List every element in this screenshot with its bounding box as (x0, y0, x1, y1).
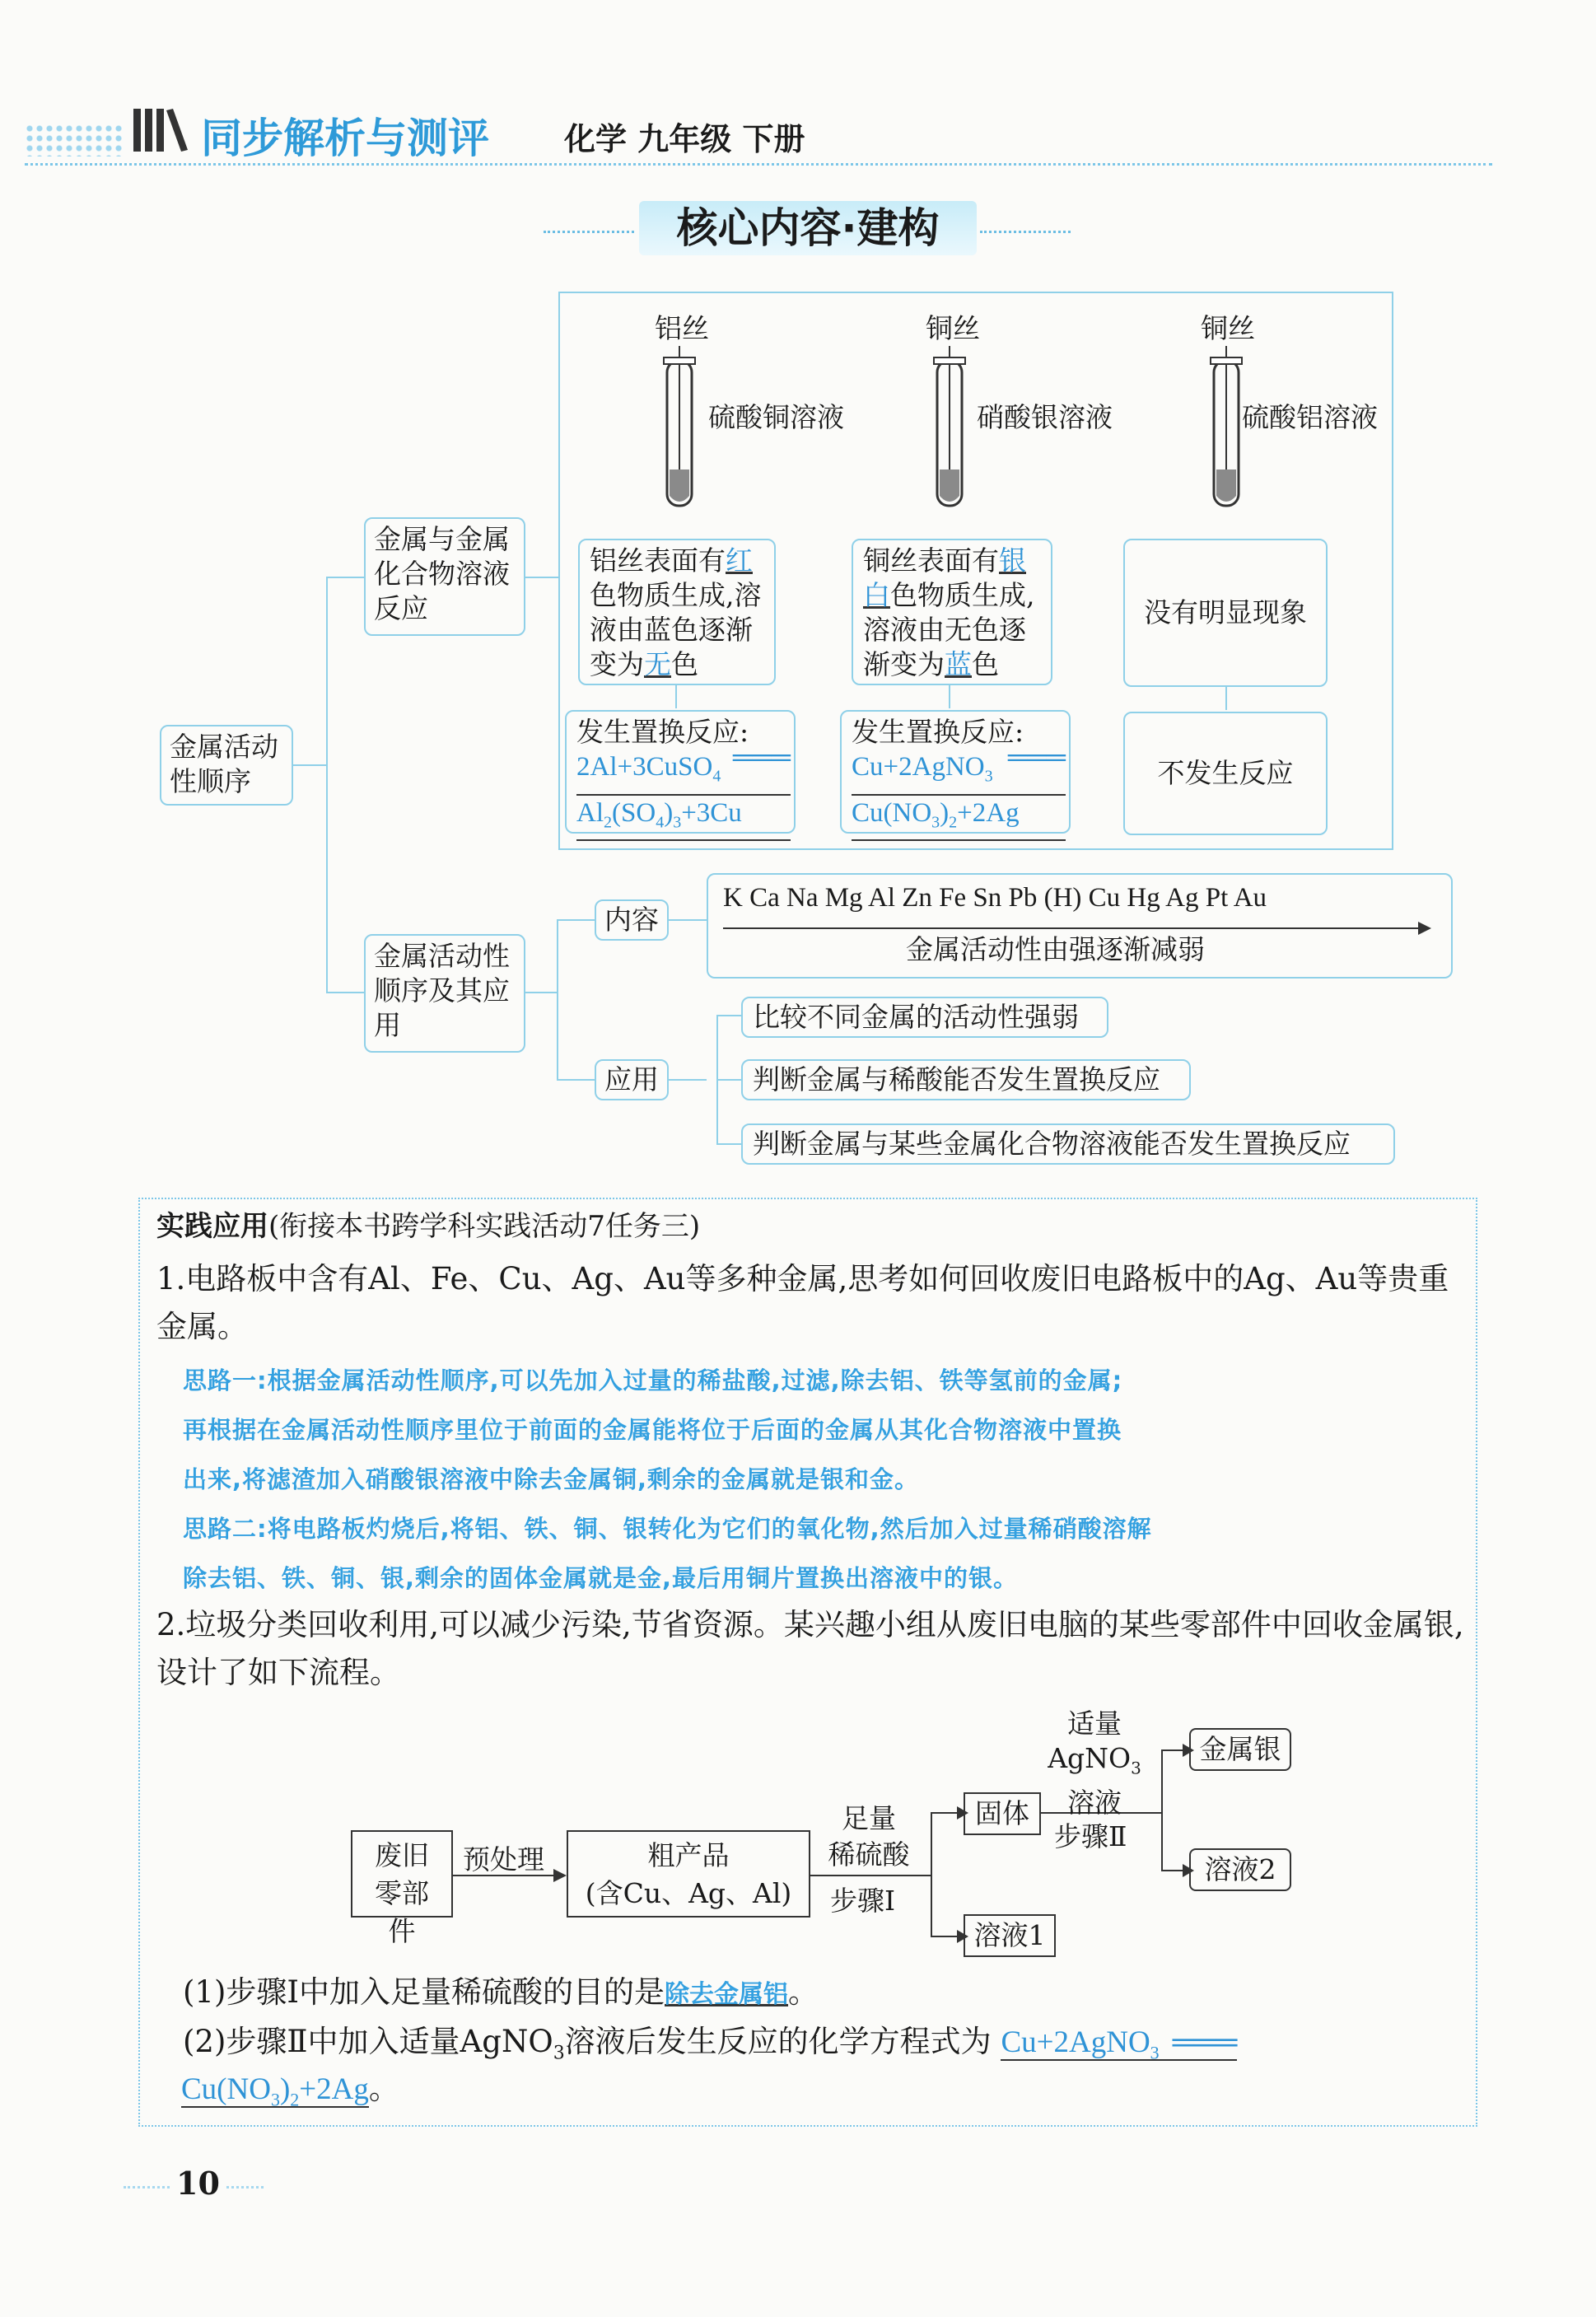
connector (525, 992, 558, 993)
flow-solution1: 溶液1 (964, 1914, 1056, 1957)
exp2-answer-color: 银白 (863, 544, 1026, 611)
application-item: 比较不同金属的活动性强弱 (741, 997, 1108, 1038)
flow-pre: 预处理 (463, 1843, 544, 1876)
connector (326, 577, 364, 578)
connector (716, 1015, 741, 1016)
connector (716, 1079, 741, 1081)
content-label-box: 内容 (595, 899, 669, 941)
flow-arrow (810, 1875, 931, 1876)
header-divider (25, 163, 1492, 166)
flow-crude: 粗产品 (含Cu、Ag、Al) (567, 1830, 810, 1918)
q2-part2-answer-line1: Cu+2AgNO$_3$ ═══ (1001, 2025, 1238, 2063)
exp1-phenomenon: 铝丝表面有红色物质生成,溶液由蓝色逐渐变为无色 (578, 539, 776, 685)
connector (293, 764, 326, 766)
root-label: 金属活动性顺序 (170, 731, 278, 797)
flow-step1: 步骤Ⅰ (830, 1885, 896, 1917)
exp3-solution: 硫酸铝溶液 (1242, 401, 1378, 433)
flow-silver: 金属银 (1189, 1728, 1291, 1771)
exp1-answer-color2: 无 (644, 648, 671, 680)
flow-split (931, 1812, 932, 1937)
connector (669, 1079, 707, 1081)
q2-part2: (2)步骤Ⅱ中加入适量AgNO$_3$溶液后发生反应的化学方程式为 Cu+2AgNO$_3$ ═══ (183, 2024, 1238, 2064)
connector (675, 685, 677, 708)
test-tube-icon (1206, 346, 1247, 519)
flow-arrow (931, 1936, 959, 1937)
q2-part1-answer: 除去金属铝 (665, 1980, 789, 2009)
exp2-metal: 铜丝 (926, 312, 980, 344)
exp2-phenomenon: 铜丝表面有银白色物质生成,溶液由无色逐渐变为蓝色 (852, 539, 1052, 685)
exp1-metal: 铝丝 (655, 312, 709, 344)
flow-acid: 足量 稀硫酸 (828, 1802, 910, 1871)
exp3-phenomenon: 没有明显现象 (1123, 539, 1328, 687)
test-tube-icon (659, 346, 700, 519)
page-number: 10 (171, 2165, 225, 2202)
connector (1225, 687, 1227, 710)
title-ornament-right (980, 231, 1071, 233)
flow-arrow-head (553, 1869, 567, 1882)
connector (525, 577, 558, 578)
practice-title: 实践应用 (156, 1210, 268, 1243)
section-title-text: 核心内容·建构 (676, 204, 940, 252)
exp3-result: 不发生反应 (1123, 712, 1328, 835)
q1-answer: 思路一:根据金属活动性顺序,可以先加入过量的稀盐酸,过滤,除去铝、铁等氢前的金属; 再根据在金属活动性顺序里位于前面的金属能将位于后面的金属从其化合物溶液中置换 出来,将滤渣加入硝酸银溶液中除去金属铜,剩余的金属就是银和金。 思路二:将电路板灼烧后,将铝、铁、铜、银转化为它们的氧化物,然后加入过量稀硝酸溶解 除去铝、铁、铜、银,剩余的固体金属就是金,最后用铜片置换出溶液中的银。 (183, 1366, 1152, 1592)
flow-silver-reagent: 适量 AgNO$_3$ 溶液 (1048, 1707, 1141, 1819)
exp1-answer-color: 红 (726, 544, 753, 577)
connector (716, 1143, 741, 1145)
test-tube-icon (929, 346, 970, 519)
application-label-box: 应用 (595, 1059, 669, 1100)
connector (557, 919, 595, 921)
flow-split (1161, 1749, 1163, 1871)
exp2-solution: 硝酸银溶液 (977, 401, 1113, 433)
exp1-solution: 硫酸铜溶液 (708, 401, 844, 433)
application-item: 判断金属与稀酸能否发生置换反应 (741, 1059, 1191, 1100)
connector (326, 992, 364, 993)
connector (557, 919, 558, 1081)
question-2: 2.垃圾分类回收利用,可以减少污染,节省资源。某兴趣小组从废旧电脑的某些零部件中回收金属银,设计了如下流程。 (156, 1607, 1464, 1690)
question-1: 1.电路板中含有Al、Fe、Cu、Ag、Au等多种金属,思考如何回收废旧电路板中的Ag、Au等贵重金属。 (156, 1261, 1449, 1344)
header-series: 同步解析与测评 (201, 114, 489, 162)
header-subject: 化学 九年级 下册 (564, 121, 805, 157)
exp2-answer-color2: 蓝 (945, 648, 972, 680)
q2-part2-answer-line2: $Cu(NO_3)_2+2Ag$。 (181, 2072, 399, 2110)
branch-reactions-label: 金属与金属化合物溶液反应 (374, 523, 510, 624)
branch-series-label: 金属活动性顺序及其应用 (374, 940, 510, 1041)
practice-title-note: (衔接本书跨学科实践活动7任务三) (268, 1210, 701, 1243)
exp2-equation: 发生置换反应: Cu+2AgNO$_3$ ═══ $Cu(NO_3)_2+2Ag$ (840, 710, 1071, 834)
connector (326, 577, 328, 993)
flow-solution2: 溶液2 (1189, 1848, 1291, 1891)
title-ornament-left (544, 231, 634, 233)
q2-part1: (1)步骤Ⅰ中加入足量稀硫酸的目的是除去金属铝。 (183, 1974, 819, 2010)
flow-step2: 步骤Ⅱ (1054, 1820, 1127, 1852)
books-icon (130, 104, 189, 156)
activity-note: 金属活动性由强逐渐减弱 (906, 933, 1205, 965)
activity-series-box (707, 873, 1453, 979)
connector (669, 919, 707, 921)
flow-start: 废旧零部件 (351, 1830, 453, 1918)
flow-solid: 固体 (964, 1792, 1041, 1835)
connector (949, 685, 950, 708)
practice-title-row (156, 1208, 700, 1245)
root-node (160, 725, 293, 806)
activity-series: K Ca Na Mg Al Zn Fe Sn Pb (H) Cu Hg Ag Pt Au (723, 883, 1267, 913)
branch-reactions (364, 517, 525, 636)
header-dots (25, 124, 124, 156)
exp3-metal: 铜丝 (1201, 312, 1255, 344)
exp1-equation: 发生置换反应: 2Al+3CuSO$_4$ ═══ $Al_2(SO_4)_3+3Cu$ (565, 710, 796, 834)
connector (557, 1079, 595, 1081)
flow-arrow (931, 1812, 959, 1814)
application-item: 判断金属与某些金属化合物溶液能否发生置换反应 (741, 1123, 1395, 1165)
branch-series (364, 934, 525, 1053)
